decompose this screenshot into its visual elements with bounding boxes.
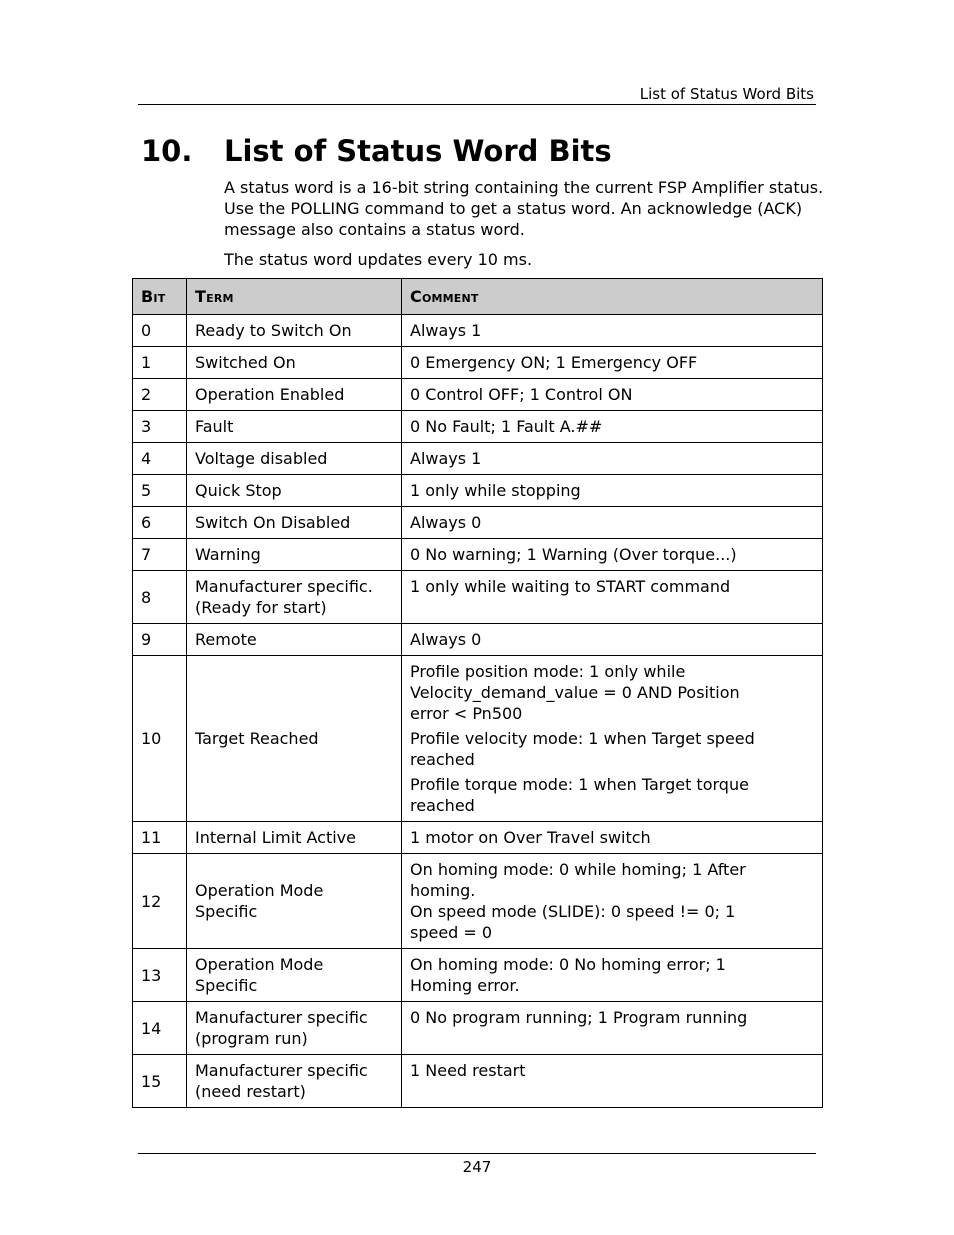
- table-row: [133, 475, 823, 507]
- comment-line: 1 Need restart: [410, 1061, 526, 1080]
- term-cell: [187, 475, 402, 507]
- term-cell: [187, 315, 402, 347]
- term-cell: [187, 539, 402, 571]
- term-line: Internal Limit Active: [195, 828, 356, 847]
- comment-line: 1 only while waiting to START command: [410, 577, 731, 596]
- term-line: Switch On Disabled: [195, 513, 351, 532]
- table-row: [133, 443, 823, 475]
- bit-cell: 12: [133, 854, 187, 949]
- comment-paragraph: [410, 544, 814, 565]
- comment-line: 0 Control OFF; 1 Control ON: [410, 385, 633, 404]
- table-row: [133, 411, 823, 443]
- term-cell: [187, 624, 402, 656]
- term-line: Fault: [195, 417, 234, 436]
- bit-cell: 8: [133, 571, 187, 624]
- comment-line: reached: [410, 796, 475, 815]
- comment-paragraph: [410, 859, 814, 943]
- comment-paragraph: [410, 384, 814, 405]
- table-row: [133, 624, 823, 656]
- comment-cell: [402, 1002, 823, 1055]
- bit-cell: 3: [133, 411, 187, 443]
- section-title: List of Status Word Bits: [224, 134, 612, 168]
- term-line: Operation Mode: [195, 881, 324, 900]
- comment-cell: [402, 475, 823, 507]
- comment-line: reached: [410, 750, 475, 769]
- term-cell: [187, 379, 402, 411]
- term-cell: [187, 854, 402, 949]
- term-cell: [187, 822, 402, 854]
- term-line: Switched On: [195, 353, 296, 372]
- comment-cell: [402, 347, 823, 379]
- intro-paragraph: The status word updates every 10 ms.: [224, 250, 533, 269]
- term-line: Ready to Switch On: [195, 321, 352, 340]
- comment-line: Profile torque mode: 1 when Target torque: [410, 775, 749, 794]
- bit-cell: 9: [133, 624, 187, 656]
- comment-cell: [402, 822, 823, 854]
- term-line: Quick Stop: [195, 481, 282, 500]
- term-line: Manufacturer specific: [195, 1008, 368, 1027]
- comment-line: Always 1: [410, 321, 482, 340]
- comment-cell: [402, 854, 823, 949]
- section-heading: [141, 129, 612, 173]
- comment-line: speed = 0: [410, 923, 493, 942]
- term-line: Voltage disabled: [195, 449, 328, 468]
- term-cell: [187, 507, 402, 539]
- table-row: [133, 822, 823, 854]
- table-row: [133, 1002, 823, 1055]
- comment-line: Always 1: [410, 449, 482, 468]
- comment-cell: [402, 379, 823, 411]
- comment-line: Always 0: [410, 630, 482, 649]
- table-row: [133, 949, 823, 1002]
- table-row: [133, 507, 823, 539]
- term-cell: [187, 1002, 402, 1055]
- bit-cell: 5: [133, 475, 187, 507]
- bit-cell: 2: [133, 379, 187, 411]
- comment-line: 0 No warning; 1 Warning (Over torque...): [410, 545, 737, 564]
- term-line: (need restart): [195, 1082, 306, 1101]
- table-row: [133, 315, 823, 347]
- term-cell: [187, 949, 402, 1002]
- comment-line: 0 No Fault; 1 Fault A.##: [410, 417, 603, 436]
- comment-cell: [402, 411, 823, 443]
- bit-cell: 15: [133, 1055, 187, 1108]
- comment-line: Profile position mode: 1 only while: [410, 662, 686, 681]
- bit-cell: 6: [133, 507, 187, 539]
- comment-cell: [402, 949, 823, 1002]
- comment-paragraph: [410, 827, 814, 848]
- table-row: [133, 656, 823, 822]
- comment-cell: [402, 443, 823, 475]
- intro-text: [224, 177, 824, 270]
- comment-paragraph: [410, 1007, 814, 1028]
- page-footer: [138, 1153, 816, 1178]
- term-line: Manufacturer specific: [195, 1061, 368, 1080]
- bit-cell: 7: [133, 539, 187, 571]
- section-number: 10.: [141, 134, 193, 168]
- term-cell: [187, 1055, 402, 1108]
- bit-cell: 1: [133, 347, 187, 379]
- comment-paragraph: [410, 954, 814, 996]
- comment-paragraph: [410, 448, 814, 469]
- intro-paragraph: A status word is a 16-bit string containing the current FSP Amplifier status. Use the POLLING command to get a status word. An acknowledge (ACK) message also contains a status word.: [224, 178, 824, 239]
- comment-cell: [402, 624, 823, 656]
- table-row: [133, 379, 823, 411]
- comment-cell: [402, 571, 823, 624]
- comment-line: Always 0: [410, 513, 482, 532]
- term-line: Operation Enabled: [195, 385, 345, 404]
- comment-paragraph: [410, 629, 814, 650]
- bit-cell: 11: [133, 822, 187, 854]
- bit-cell: 13: [133, 949, 187, 1002]
- comment-paragraph: [410, 1060, 814, 1081]
- term-line: (program run): [195, 1029, 308, 1048]
- bit-cell: 14: [133, 1002, 187, 1055]
- comment-cell: [402, 1055, 823, 1108]
- comment-line: 1 only while stopping: [410, 481, 581, 500]
- column-header-bit: Bit: [133, 279, 187, 315]
- comment-line: On homing mode: 0 No homing error; 1: [410, 955, 726, 974]
- status-word-table: [132, 278, 823, 1108]
- term-line: Specific: [195, 902, 258, 921]
- table-row: [133, 347, 823, 379]
- comment-paragraph: [410, 576, 814, 597]
- comment-paragraph: [410, 416, 814, 437]
- term-line: (Ready for start): [195, 598, 327, 617]
- comment-cell: [402, 507, 823, 539]
- comment-line: 0 Emergency ON; 1 Emergency OFF: [410, 353, 698, 372]
- comment-line: homing.: [410, 881, 476, 900]
- comment-paragraph: [410, 512, 814, 533]
- bit-cell: 10: [133, 656, 187, 822]
- bit-cell: 4: [133, 443, 187, 475]
- comment-line: 1 motor on Over Travel switch: [410, 828, 651, 847]
- term-cell: [187, 571, 402, 624]
- bit-cell: 0: [133, 315, 187, 347]
- term-cell: [187, 411, 402, 443]
- comment-cell: [402, 539, 823, 571]
- term-cell: [187, 656, 402, 822]
- table-header-row: [133, 279, 823, 315]
- term-line: Specific: [195, 976, 258, 995]
- comment-paragraph: [410, 661, 814, 724]
- comment-line: Velocity_demand_value = 0 AND Position: [410, 683, 740, 702]
- table-row: [133, 571, 823, 624]
- table-row: [133, 854, 823, 949]
- comment-line: Homing error.: [410, 976, 520, 995]
- term-cell: [187, 443, 402, 475]
- comment-paragraph: [410, 480, 814, 501]
- table-row: [133, 539, 823, 571]
- term-line: Warning: [195, 545, 261, 564]
- comment-cell: [402, 656, 823, 822]
- page-number: 247: [462, 1158, 492, 1176]
- term-line: Remote: [195, 630, 257, 649]
- comment-paragraph: [410, 352, 814, 373]
- column-header-comment: Comment: [402, 279, 823, 315]
- comment-cell: [402, 315, 823, 347]
- comment-paragraph: [410, 728, 814, 770]
- comment-line: Profile velocity mode: 1 when Target speed: [410, 729, 755, 748]
- comment-line: On homing mode: 0 while homing; 1 After: [410, 860, 746, 879]
- term-line: Operation Mode: [195, 955, 324, 974]
- running-header-text: List of Status Word Bits: [639, 85, 814, 103]
- comment-line: error < Pn500: [410, 704, 523, 723]
- comment-paragraph: [410, 320, 814, 341]
- comment-line: On speed mode (SLIDE): 0 speed != 0; 1: [410, 902, 736, 921]
- term-cell: [187, 347, 402, 379]
- column-header-term: Term: [187, 279, 402, 315]
- table-body: [133, 315, 823, 1108]
- comment-paragraph: [410, 774, 814, 816]
- comment-line: 0 No program running; 1 Program running: [410, 1008, 748, 1027]
- running-header: [138, 84, 816, 105]
- term-line: Target Reached: [195, 729, 319, 748]
- term-line: Manufacturer specific.: [195, 577, 373, 596]
- table-row: [133, 1055, 823, 1108]
